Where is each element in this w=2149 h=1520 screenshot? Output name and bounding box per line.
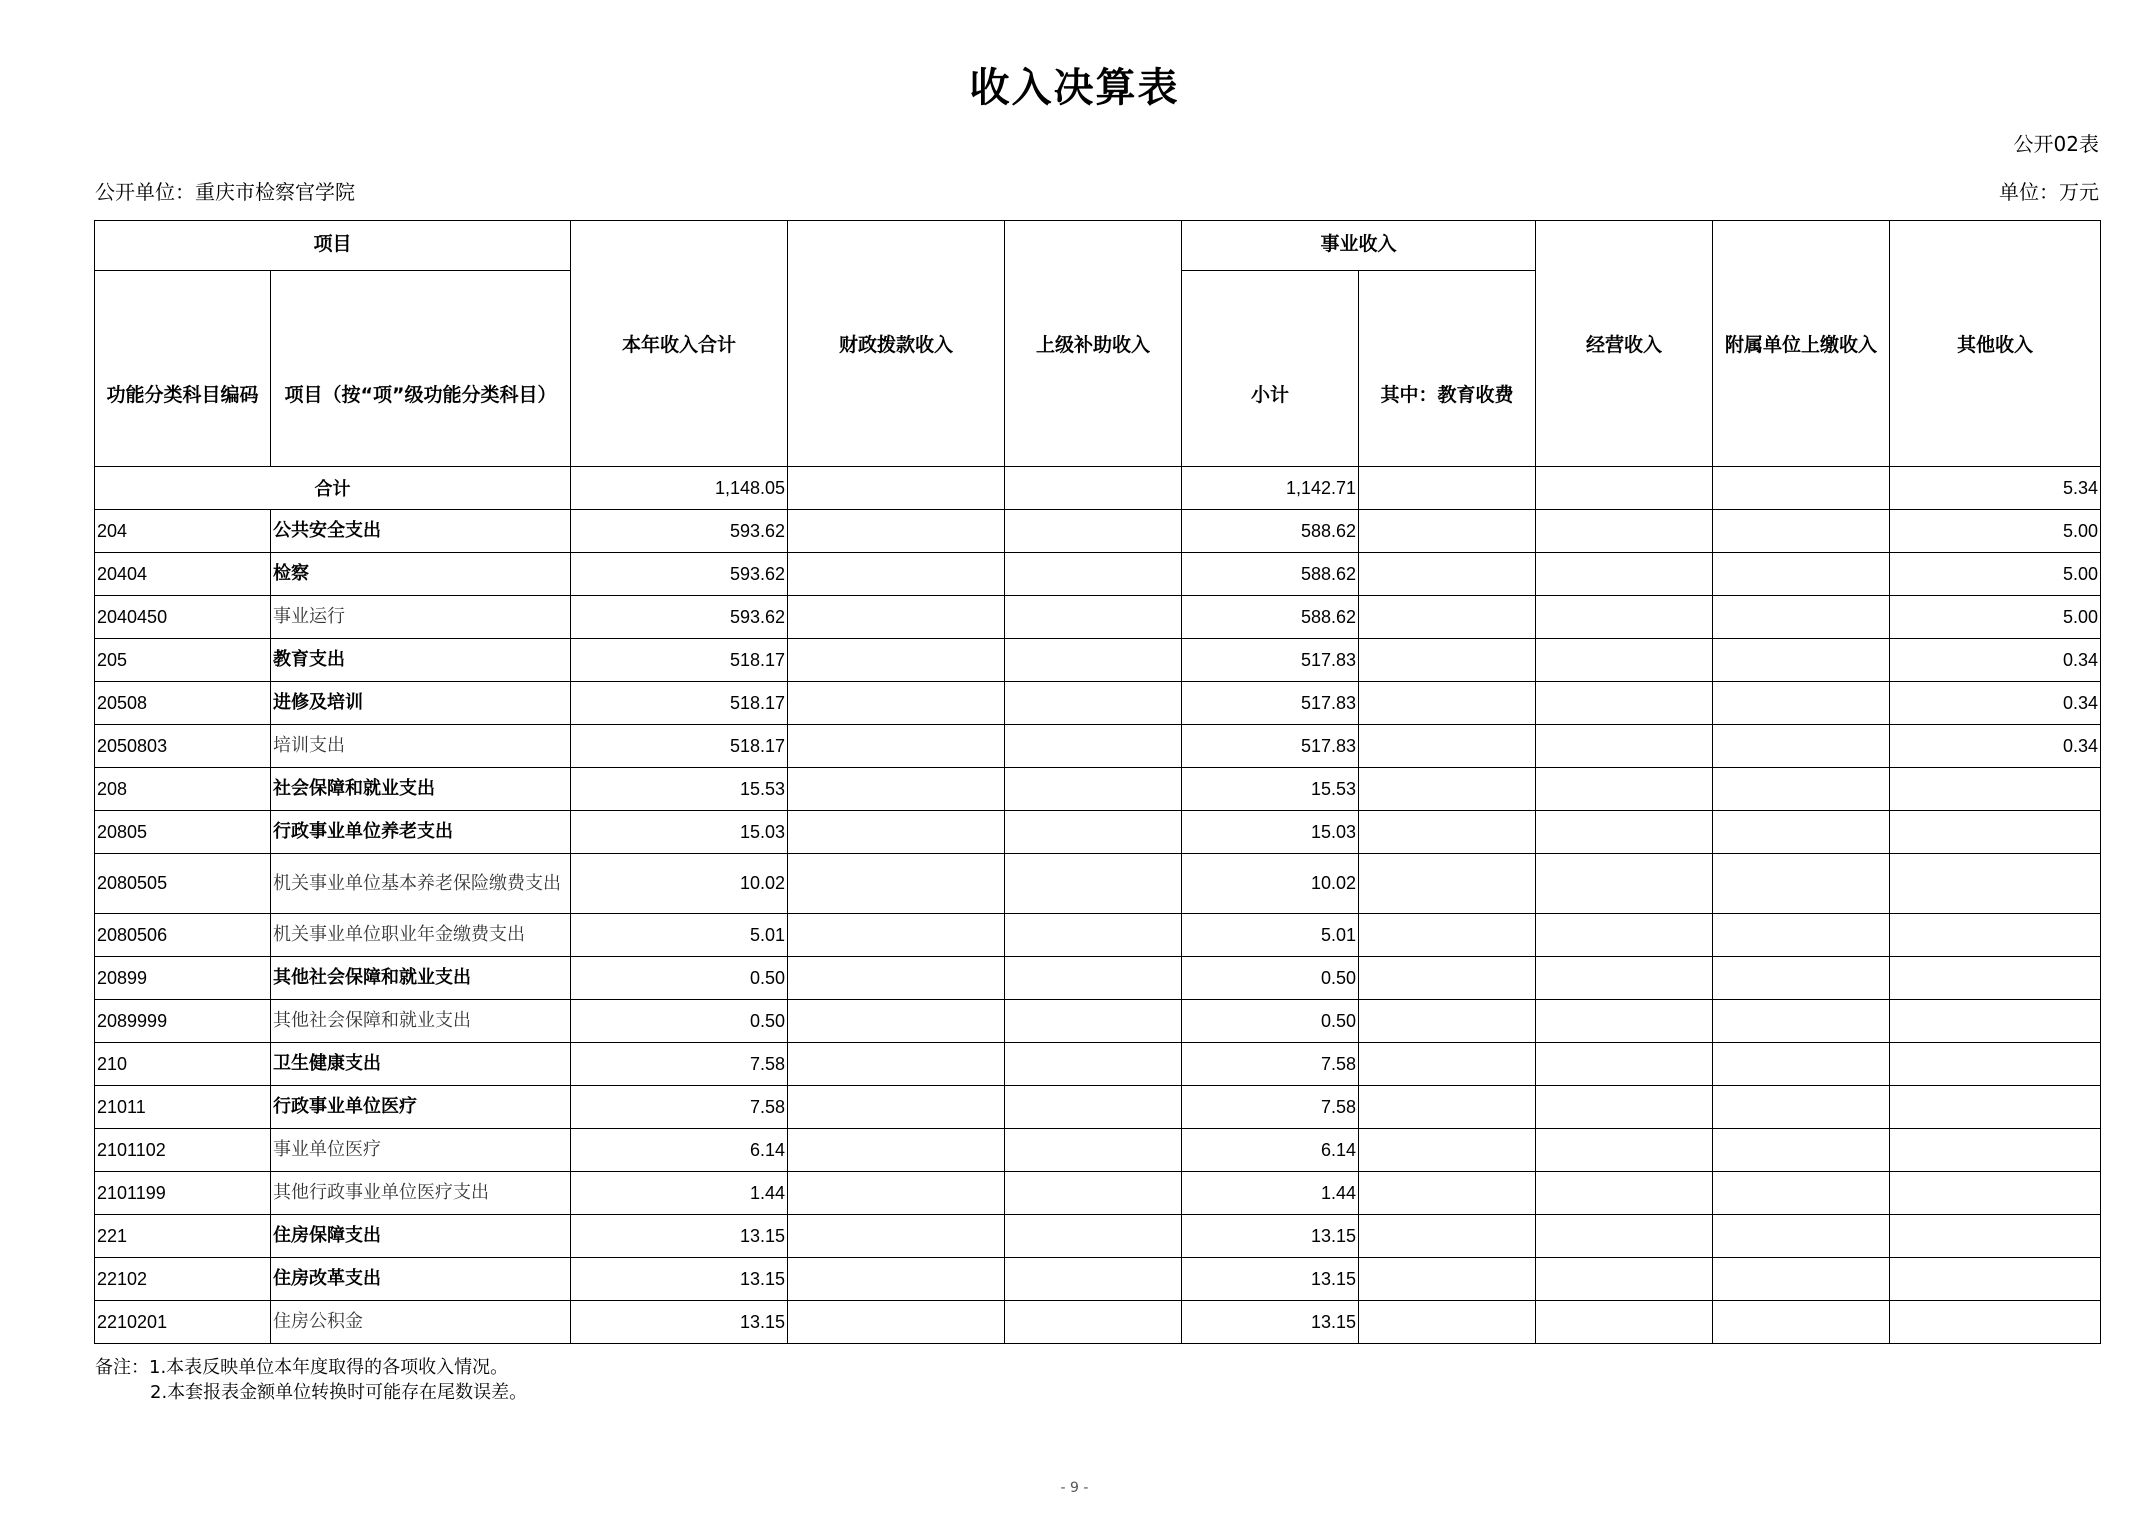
row-name: 检察: [271, 553, 571, 596]
row-operating: [1536, 682, 1713, 725]
totals-fiscal: [788, 467, 1005, 510]
row-subtotal: 6.14: [1182, 1129, 1359, 1172]
table-row: [95, 510, 2101, 553]
row-operating: [1536, 1043, 1713, 1086]
row-total: 7.58: [571, 1086, 788, 1129]
row-total: 0.50: [571, 957, 788, 1000]
row-edu: [1359, 682, 1536, 725]
row-fiscal: [788, 854, 1005, 914]
header-education-fees: 其中：教育收费: [1359, 271, 1536, 467]
row-other: [1890, 1043, 2101, 1086]
row-fiscal: [788, 957, 1005, 1000]
row-edu: [1359, 1086, 1536, 1129]
row-subtotal: 13.15: [1182, 1215, 1359, 1258]
row-total: 593.62: [571, 596, 788, 639]
row-name: 其他社会保障和就业支出: [271, 1000, 571, 1043]
footnote-1: 备注：1.本表反映单位本年度取得的各项收入情况。: [95, 1357, 509, 1378]
row-fiscal: [788, 1172, 1005, 1215]
row-fiscal: [788, 682, 1005, 725]
row-fiscal: [788, 1301, 1005, 1344]
row-fiscal: [788, 1043, 1005, 1086]
row-edu: [1359, 1258, 1536, 1301]
row-total: 15.53: [571, 768, 788, 811]
row-superior: [1005, 725, 1182, 768]
row-total: 13.15: [571, 1258, 788, 1301]
table-row: [95, 553, 2101, 596]
row-code: 2210201: [95, 1301, 271, 1344]
row-operating: [1536, 639, 1713, 682]
row-affiliated: [1713, 1172, 1890, 1215]
row-affiliated: [1713, 914, 1890, 957]
row-superior: [1005, 682, 1182, 725]
table-row: [95, 957, 2101, 1000]
header-superior-subsidy: 上级补助收入: [1005, 221, 1182, 467]
header-item: 项目（按“项”级功能分类科目）: [271, 271, 571, 467]
row-fiscal: [788, 914, 1005, 957]
table-row: [95, 1215, 2101, 1258]
table-row: [95, 596, 2101, 639]
row-other: [1890, 854, 2101, 914]
header-affiliated-remittance: 附属单位上缴收入: [1713, 221, 1890, 467]
row-total: 15.03: [571, 811, 788, 854]
row-edu: [1359, 1301, 1536, 1344]
table-row: [95, 1086, 2101, 1129]
row-total: 10.02: [571, 854, 788, 914]
row-edu: [1359, 914, 1536, 957]
row-edu: [1359, 639, 1536, 682]
row-name: 机关事业单位职业年金缴费支出: [271, 914, 571, 957]
row-fiscal: [788, 1129, 1005, 1172]
row-other: [1890, 1301, 2101, 1344]
form-number: 公开02表: [2013, 132, 2099, 156]
income-table: [94, 220, 2101, 1344]
footnotes: [95, 1355, 527, 1405]
row-name: 事业单位医疗: [271, 1129, 571, 1172]
row-code: 221: [95, 1215, 271, 1258]
row-total: 7.58: [571, 1043, 788, 1086]
row-name: 行政事业单位养老支出: [271, 811, 571, 854]
row-total: 593.62: [571, 553, 788, 596]
row-subtotal: 7.58: [1182, 1086, 1359, 1129]
row-superior: [1005, 914, 1182, 957]
totals-superior: [1005, 467, 1182, 510]
header-operating-income: 经营收入: [1536, 221, 1713, 467]
row-operating: [1536, 553, 1713, 596]
row-other: [1890, 1086, 2101, 1129]
row-code: 2101199: [95, 1172, 271, 1215]
header-total-income: 本年收入合计: [571, 221, 788, 467]
row-fiscal: [788, 811, 1005, 854]
row-operating: [1536, 914, 1713, 957]
row-superior: [1005, 811, 1182, 854]
row-subtotal: 588.62: [1182, 510, 1359, 553]
row-affiliated: [1713, 1301, 1890, 1344]
row-edu: [1359, 1043, 1536, 1086]
row-superior: [1005, 1172, 1182, 1215]
row-fiscal: [788, 510, 1005, 553]
row-code: 2089999: [95, 1000, 271, 1043]
row-operating: [1536, 1172, 1713, 1215]
row-other: [1890, 768, 2101, 811]
totals-subtotal: 1,142.71: [1182, 467, 1359, 510]
row-fiscal: [788, 768, 1005, 811]
row-name: 机关事业单位基本养老保险缴费支出: [271, 854, 571, 914]
header-business-income: 事业收入: [1182, 221, 1536, 271]
row-fiscal: [788, 1086, 1005, 1129]
row-other: 5.00: [1890, 596, 2101, 639]
row-fiscal: [788, 725, 1005, 768]
row-superior: [1005, 854, 1182, 914]
row-code: 2040450: [95, 596, 271, 639]
row-operating: [1536, 1258, 1713, 1301]
row-code: 21011: [95, 1086, 271, 1129]
row-subtotal: 588.62: [1182, 553, 1359, 596]
row-affiliated: [1713, 1043, 1890, 1086]
row-operating: [1536, 1086, 1713, 1129]
row-operating: [1536, 957, 1713, 1000]
row-other: [1890, 957, 2101, 1000]
totals-affiliated: [1713, 467, 1890, 510]
row-name: 其他社会保障和就业支出: [271, 957, 571, 1000]
row-edu: [1359, 725, 1536, 768]
row-operating: [1536, 725, 1713, 768]
row-name: 教育支出: [271, 639, 571, 682]
row-code: 22102: [95, 1258, 271, 1301]
row-affiliated: [1713, 553, 1890, 596]
row-affiliated: [1713, 682, 1890, 725]
table-row: [95, 811, 2101, 854]
row-code: 2080506: [95, 914, 271, 957]
row-edu: [1359, 510, 1536, 553]
header-project: 项目: [95, 221, 571, 271]
row-superior: [1005, 596, 1182, 639]
row-operating: [1536, 1129, 1713, 1172]
row-edu: [1359, 957, 1536, 1000]
totals-total-income: 1,148.05: [571, 467, 788, 510]
row-affiliated: [1713, 510, 1890, 553]
row-code: 2050803: [95, 725, 271, 768]
row-name: 社会保障和就业支出: [271, 768, 571, 811]
table-row: [95, 682, 2101, 725]
table-row: [95, 1000, 2101, 1043]
row-name: 事业运行: [271, 596, 571, 639]
row-affiliated: [1713, 1258, 1890, 1301]
row-affiliated: [1713, 1215, 1890, 1258]
row-other: [1890, 1000, 2101, 1043]
table-row: [95, 914, 2101, 957]
row-code: 205: [95, 639, 271, 682]
row-edu: [1359, 1172, 1536, 1215]
row-name: 住房公积金: [271, 1301, 571, 1344]
row-affiliated: [1713, 639, 1890, 682]
table-row: [95, 725, 2101, 768]
row-edu: [1359, 1000, 1536, 1043]
row-operating: [1536, 1215, 1713, 1258]
header-subtotal: 小计: [1182, 271, 1359, 467]
row-other: 0.34: [1890, 725, 2101, 768]
row-total: 13.15: [571, 1301, 788, 1344]
row-total: 5.01: [571, 914, 788, 957]
row-affiliated: [1713, 768, 1890, 811]
totals-label: 合计: [95, 467, 571, 510]
row-subtotal: 15.53: [1182, 768, 1359, 811]
row-subtotal: 1.44: [1182, 1172, 1359, 1215]
row-operating: [1536, 768, 1713, 811]
row-superior: [1005, 768, 1182, 811]
row-superior: [1005, 553, 1182, 596]
table-row: [95, 1301, 2101, 1344]
row-total: 593.62: [571, 510, 788, 553]
row-name: 卫生健康支出: [271, 1043, 571, 1086]
row-edu: [1359, 811, 1536, 854]
row-fiscal: [788, 1215, 1005, 1258]
row-edu: [1359, 1215, 1536, 1258]
row-affiliated: [1713, 1086, 1890, 1129]
row-subtotal: 588.62: [1182, 596, 1359, 639]
row-superior: [1005, 1129, 1182, 1172]
row-fiscal: [788, 1258, 1005, 1301]
row-superior: [1005, 1043, 1182, 1086]
row-other: 5.00: [1890, 553, 2101, 596]
row-edu: [1359, 854, 1536, 914]
row-subtotal: 0.50: [1182, 957, 1359, 1000]
row-affiliated: [1713, 725, 1890, 768]
row-subtotal: 5.01: [1182, 914, 1359, 957]
row-fiscal: [788, 639, 1005, 682]
row-name: 培训支出: [271, 725, 571, 768]
reporting-unit: 公开单位：重庆市检察官学院: [95, 180, 355, 204]
row-superior: [1005, 1000, 1182, 1043]
row-affiliated: [1713, 854, 1890, 914]
table-row: [95, 639, 2101, 682]
row-name: 公共安全支出: [271, 510, 571, 553]
row-superior: [1005, 510, 1182, 553]
row-superior: [1005, 1301, 1182, 1344]
row-edu: [1359, 553, 1536, 596]
row-name: 其他行政事业单位医疗支出: [271, 1172, 571, 1215]
page-number: - 9 -: [1060, 1480, 1089, 1496]
row-other: [1890, 914, 2101, 957]
row-name: 住房保障支出: [271, 1215, 571, 1258]
row-affiliated: [1713, 811, 1890, 854]
header-other-income: 其他收入: [1890, 221, 2101, 467]
row-other: 0.34: [1890, 682, 2101, 725]
row-total: 518.17: [571, 639, 788, 682]
row-operating: [1536, 1301, 1713, 1344]
row-affiliated: [1713, 1000, 1890, 1043]
row-total: 518.17: [571, 725, 788, 768]
row-code: 20899: [95, 957, 271, 1000]
row-superior: [1005, 639, 1182, 682]
header-fiscal-allocation: 财政拨款收入: [788, 221, 1005, 467]
row-affiliated: [1713, 957, 1890, 1000]
row-affiliated: [1713, 1129, 1890, 1172]
row-code: 20404: [95, 553, 271, 596]
row-other: 5.00: [1890, 510, 2101, 553]
currency-unit: 单位：万元: [1999, 180, 2099, 204]
row-subtotal: 517.83: [1182, 682, 1359, 725]
row-other: 0.34: [1890, 639, 2101, 682]
table-row: [95, 1129, 2101, 1172]
totals-row: [95, 467, 2101, 510]
row-subtotal: 0.50: [1182, 1000, 1359, 1043]
row-edu: [1359, 596, 1536, 639]
row-superior: [1005, 1086, 1182, 1129]
table-row: [95, 854, 2101, 914]
row-fiscal: [788, 1000, 1005, 1043]
row-code: 208: [95, 768, 271, 811]
row-other: [1890, 811, 2101, 854]
row-code: 20805: [95, 811, 271, 854]
header-code: 功能分类科目编码: [95, 271, 271, 467]
page-title: 收入决算表: [969, 65, 1180, 111]
row-edu: [1359, 768, 1536, 811]
row-name: 进修及培训: [271, 682, 571, 725]
row-operating: [1536, 854, 1713, 914]
footnote-2: 2.本套报表金额单位转换时可能存在尾数误差。: [150, 1382, 528, 1403]
row-other: [1890, 1172, 2101, 1215]
row-code: 2101102: [95, 1129, 271, 1172]
row-affiliated: [1713, 596, 1890, 639]
row-subtotal: 7.58: [1182, 1043, 1359, 1086]
row-code: 20508: [95, 682, 271, 725]
row-code: 204: [95, 510, 271, 553]
row-subtotal: 517.83: [1182, 639, 1359, 682]
row-code: 210: [95, 1043, 271, 1086]
row-subtotal: 13.15: [1182, 1258, 1359, 1301]
row-operating: [1536, 596, 1713, 639]
row-total: 518.17: [571, 682, 788, 725]
row-superior: [1005, 1258, 1182, 1301]
row-name: 住房改革支出: [271, 1258, 571, 1301]
table-row: [95, 1043, 2101, 1086]
row-total: 1.44: [571, 1172, 788, 1215]
row-fiscal: [788, 553, 1005, 596]
row-other: [1890, 1215, 2101, 1258]
row-edu: [1359, 1129, 1536, 1172]
row-name: 行政事业单位医疗: [271, 1086, 571, 1129]
row-code: 2080505: [95, 854, 271, 914]
row-subtotal: 517.83: [1182, 725, 1359, 768]
totals-other: 5.34: [1890, 467, 2101, 510]
table-row: [95, 768, 2101, 811]
row-other: [1890, 1258, 2101, 1301]
table-row: [95, 1258, 2101, 1301]
row-subtotal: 15.03: [1182, 811, 1359, 854]
row-other: [1890, 1129, 2101, 1172]
row-fiscal: [788, 596, 1005, 639]
row-superior: [1005, 1215, 1182, 1258]
row-subtotal: 13.15: [1182, 1301, 1359, 1344]
row-total: 6.14: [571, 1129, 788, 1172]
row-operating: [1536, 510, 1713, 553]
row-total: 13.15: [571, 1215, 788, 1258]
row-subtotal: 10.02: [1182, 854, 1359, 914]
row-operating: [1536, 811, 1713, 854]
totals-operating: [1536, 467, 1713, 510]
row-superior: [1005, 957, 1182, 1000]
totals-education-fees: [1359, 467, 1536, 510]
row-operating: [1536, 1000, 1713, 1043]
table-row: [95, 1172, 2101, 1215]
row-total: 0.50: [571, 1000, 788, 1043]
